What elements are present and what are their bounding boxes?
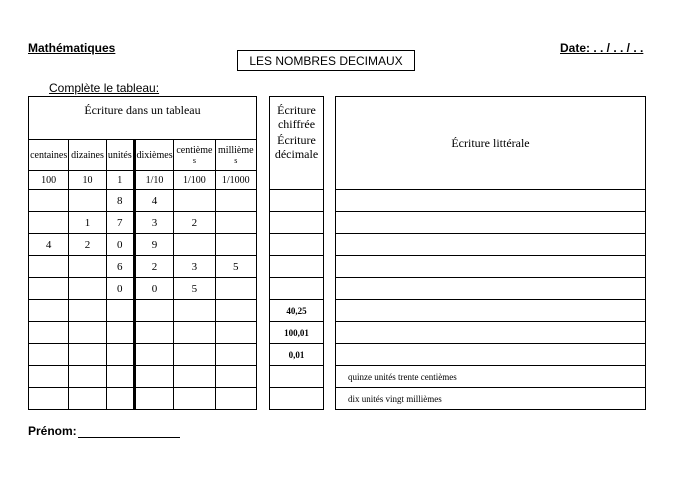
prenom-label: Prénom: — [28, 424, 77, 438]
chiffree-cell — [270, 234, 324, 256]
table-row — [29, 322, 257, 344]
table-cell — [69, 344, 106, 366]
chiffree-cell: 40,25 — [270, 300, 324, 322]
table-cell — [174, 300, 215, 322]
chiffree-header — [270, 97, 324, 190]
page-title: LES NOMBRES DECIMAUX — [237, 50, 415, 71]
table-cell — [29, 278, 69, 300]
table-cell — [134, 344, 173, 366]
table-row — [270, 344, 324, 366]
chiffree-header-line1: Écriture chiffrée — [277, 103, 316, 131]
table-cell — [69, 322, 106, 344]
table-cell — [69, 278, 106, 300]
table-row — [270, 388, 324, 410]
unit-cell: 1/100 — [174, 171, 215, 190]
table-cell — [106, 300, 134, 322]
table-cell — [215, 190, 256, 212]
table-cell — [29, 388, 69, 410]
table-row — [336, 322, 646, 344]
litterale-cell: dix unités vingt millièmes — [336, 388, 646, 410]
table-cell — [215, 388, 256, 410]
column-header-unites: unités — [106, 140, 134, 171]
table-row — [336, 300, 646, 322]
table-cell — [29, 190, 69, 212]
table-row — [270, 322, 324, 344]
table-cell: 5 — [174, 278, 215, 300]
litterale-cell — [336, 322, 646, 344]
table-row — [336, 278, 646, 300]
column-header-centiemes-part2: s — [192, 156, 196, 165]
table-cell — [29, 366, 69, 388]
table-cell: 2 — [174, 212, 215, 234]
table-cell — [174, 388, 215, 410]
table-cell — [174, 234, 215, 256]
table-row — [29, 234, 257, 256]
table-cell — [215, 344, 256, 366]
chiffree-cell — [270, 256, 324, 278]
unit-cell: 1/10 — [134, 171, 173, 190]
litterale-cell — [336, 278, 646, 300]
table-cell: 5 — [215, 256, 256, 278]
table-cell — [29, 344, 69, 366]
table-cell — [215, 322, 256, 344]
table-cell — [215, 234, 256, 256]
table-cell — [29, 322, 69, 344]
chiffree-header-line2: Écriture décimale — [274, 133, 319, 161]
place-value-table — [28, 96, 257, 410]
chiffree-cell — [270, 388, 324, 410]
chiffree-cell — [270, 212, 324, 234]
chiffree-cell: 100,01 — [270, 322, 324, 344]
litterale-table — [335, 96, 646, 410]
litterale-cell — [336, 190, 646, 212]
table-row — [29, 190, 257, 212]
litterale-cell — [336, 344, 646, 366]
prenom-line — [78, 437, 180, 438]
table-cell: 2 — [69, 234, 106, 256]
table-cell — [134, 300, 173, 322]
table-cell — [69, 300, 106, 322]
litterale-cell — [336, 212, 646, 234]
table-cell — [174, 366, 215, 388]
table-cell — [106, 344, 134, 366]
table-cell — [215, 300, 256, 322]
table-cell — [174, 190, 215, 212]
column-header-milliemes — [215, 140, 256, 171]
table-cell: 4 — [29, 234, 69, 256]
instruction-text: Complète le tableau: — [49, 81, 160, 95]
column-header-milliemes-part1: millième — [218, 145, 254, 156]
table-cell — [134, 388, 173, 410]
column-header-dizaines: dizaines — [69, 140, 106, 171]
table-cell: 0 — [106, 234, 134, 256]
chiffree-cell — [270, 278, 324, 300]
litterale-cell — [336, 234, 646, 256]
table-row — [336, 234, 646, 256]
table-cell — [215, 366, 256, 388]
table-cell — [29, 300, 69, 322]
table-row — [270, 300, 324, 322]
table-row — [336, 256, 646, 278]
table-row — [29, 366, 257, 388]
table-cell — [174, 322, 215, 344]
unit-cell: 10 — [69, 171, 106, 190]
table-cell — [106, 322, 134, 344]
table-cell — [69, 190, 106, 212]
unit-cell: 100 — [29, 171, 69, 190]
table-row — [336, 190, 646, 212]
chiffree-table — [269, 96, 324, 410]
table-row — [270, 234, 324, 256]
table-cell — [215, 278, 256, 300]
column-header-dixiemes: dixièmes — [134, 140, 173, 171]
table-row — [270, 190, 324, 212]
chiffree-cell: 0,01 — [270, 344, 324, 366]
table-row — [29, 256, 257, 278]
table-cell — [29, 256, 69, 278]
chiffree-cell — [270, 190, 324, 212]
table-cell — [106, 388, 134, 410]
table-row — [336, 212, 646, 234]
litterale-cell — [336, 300, 646, 322]
table-cell — [134, 322, 173, 344]
column-header-centiemes — [174, 140, 215, 171]
table-cell — [69, 256, 106, 278]
table-cell — [174, 344, 215, 366]
table-cell: 8 — [106, 190, 134, 212]
table-cell: 3 — [134, 212, 173, 234]
chiffree-cell — [270, 366, 324, 388]
subject-label: Mathématiques — [28, 41, 116, 55]
unit-cell: 1 — [106, 171, 134, 190]
table-cell: 0 — [106, 278, 134, 300]
date-label: Date: . . / . . / . . — [560, 41, 644, 55]
table-row — [270, 256, 324, 278]
table-cell: 0 — [134, 278, 173, 300]
column-header-milliemes-part2: s — [234, 156, 238, 165]
table-cell: 6 — [106, 256, 134, 278]
column-header-centaines: centaines — [29, 140, 69, 171]
table-cell — [215, 212, 256, 234]
table-group-header: Écriture dans un tableau — [29, 97, 257, 140]
litterale-cell — [336, 256, 646, 278]
table-row — [29, 300, 257, 322]
table-cell — [69, 366, 106, 388]
table-row — [29, 212, 257, 234]
table-cell — [106, 366, 134, 388]
table-cell — [29, 212, 69, 234]
table-row — [29, 278, 257, 300]
table-cell: 1 — [69, 212, 106, 234]
table-cell — [134, 366, 173, 388]
litterale-header: Écriture littérale — [336, 97, 646, 190]
litterale-cell: quinze unités trente centièmes — [336, 366, 646, 388]
table-cell: 2 — [134, 256, 173, 278]
unit-cell: 1/1000 — [215, 171, 256, 190]
table-row — [270, 366, 324, 388]
table-row — [336, 344, 646, 366]
table-row — [29, 388, 257, 410]
table-cell: 7 — [106, 212, 134, 234]
table-row — [270, 278, 324, 300]
table-row — [336, 388, 646, 410]
table-cell: 9 — [134, 234, 173, 256]
units-row — [29, 171, 257, 190]
table-cell — [69, 388, 106, 410]
table-row — [336, 366, 646, 388]
table-row — [270, 212, 324, 234]
column-header-centiemes-part1: centième — [176, 145, 213, 156]
table-cell: 3 — [174, 256, 215, 278]
table-cell: 4 — [134, 190, 173, 212]
table-row — [29, 344, 257, 366]
